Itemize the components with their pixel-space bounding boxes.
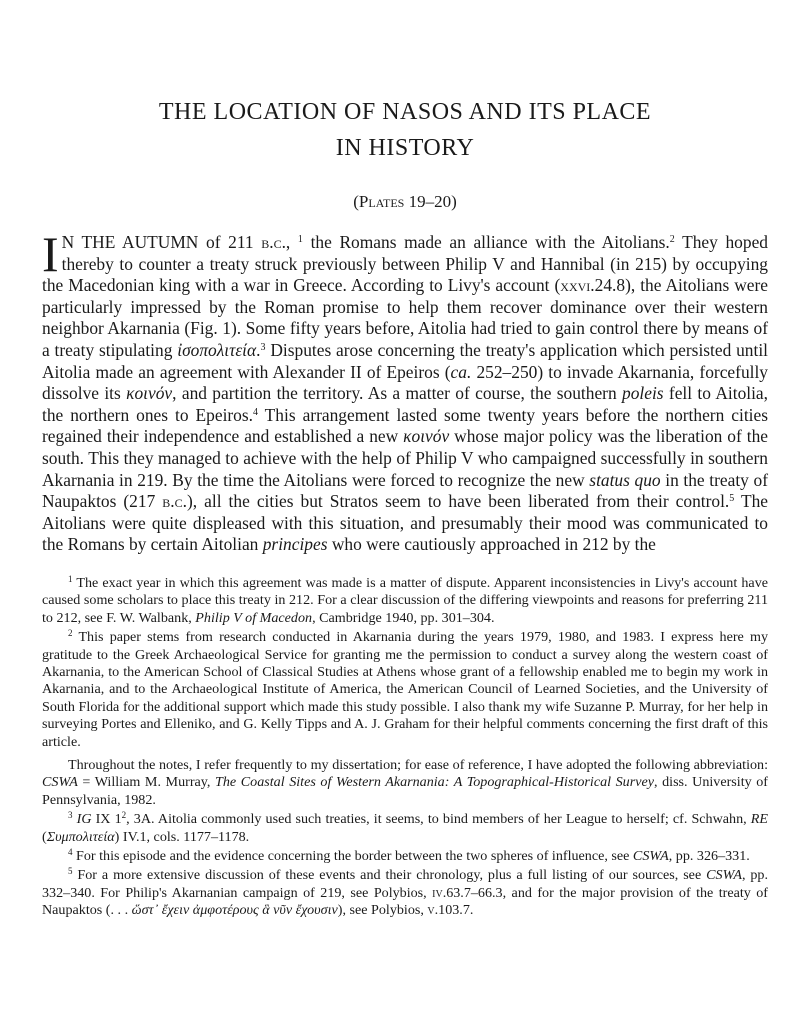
text-run: N THE AUTUMN of 211 <box>61 232 262 252</box>
text-run: 252–250) to invade Akarnania, forcefully dissolve its <box>42 361 768 404</box>
text-run: fell to Aitolia, the northern ones to Epeiros. <box>42 383 768 425</box>
footnote-4 <box>42 848 768 865</box>
text-run: , pp. 326–331. <box>668 848 750 864</box>
greek-term: ὥστ᾽ ἔχειν ἀμφοτέρους ἃ νῦν ἔχουσιν <box>131 902 338 919</box>
footnote-number: 2 <box>68 628 73 639</box>
text-run: Disputes arose concerning the treaty's application which persisted until Aitolia made an agreement with Alexander II of Epeiros ( <box>42 339 768 382</box>
text-run: ), see Polybios, <box>337 902 428 919</box>
text-run: who were cautiously approached in 212 by the <box>327 534 656 555</box>
italic-term: principes <box>262 534 328 555</box>
text-run: The Aitolians were quite displeased with this situation, and presumably their mood was communicated to the Romans by certain Aitolian <box>42 491 769 555</box>
circa-abbrev: ca. <box>450 361 472 382</box>
footnotes <box>42 575 768 920</box>
text-run: , diss. University of Pennsylvania, 1982. <box>42 774 768 808</box>
text-run: Throughout the notes, I refer frequently to my dissertation; for ease of reference, I have adopted the following abbreviation: <box>68 756 768 773</box>
main-paragraph <box>42 226 769 556</box>
text-run: . <box>469 902 474 919</box>
abbreviation: CSWA <box>706 867 742 884</box>
abbreviation: CSWA <box>42 774 78 791</box>
title-line-2: IN HISTORY <box>335 135 475 161</box>
text-run: the Romans made an alliance with the Aitolians. <box>302 232 670 252</box>
greek-term: κοινόν <box>126 383 173 404</box>
book-title: Philip V of Macedon <box>195 609 313 626</box>
abbreviation: IG <box>76 811 92 828</box>
era-abbrev: b.c. <box>261 232 286 252</box>
abbreviation: RE <box>750 811 768 828</box>
footnote-ref-1: 1 <box>297 234 303 245</box>
text-run: ), the Aitolians were particularly impressed by the Roman promise to help them recover dominance over their western neighbor Akarnania (Fig. 1). Some fifty years before, Aitolia had tried to gain control there by means of a treaty stipulating <box>42 275 768 360</box>
footnote-ref-5: 5 <box>729 493 735 505</box>
text-run: ), all the cities but Stratos seem to have been liberated from their control. <box>187 491 730 512</box>
italic-term: poleis <box>622 383 664 404</box>
polybios-reference: v.103.7 <box>427 902 470 919</box>
footnote-number: 4 <box>68 847 73 857</box>
title-line-1: THE LOCATION OF NASOS AND ITS PLACE <box>158 99 652 125</box>
greek-term: Συμπολιτεία <box>46 828 115 845</box>
text-run: This arrangement lasted some twenty years before the northern cities regained their independence and established a new <box>42 404 768 447</box>
footnote-ref-3: 3 <box>260 341 266 353</box>
footnote-number: 3 <box>68 810 73 821</box>
text-run: , 3A. Aitolia commonly used such treaties, it seems, to bind members of her League to herself; cf. Schwahn, <box>126 811 751 828</box>
footnote-number: 5 <box>68 866 73 877</box>
text-run: , and for the major provision of the treaty of Naupaktos (. . . <box>42 884 769 919</box>
superscript: 2 <box>121 810 127 821</box>
text-run: = William M. Murray, <box>77 774 216 791</box>
footnote-2 <box>42 629 768 751</box>
abbreviation: CSWA <box>632 848 669 864</box>
footnote-ref-2: 2 <box>669 234 675 245</box>
italic-term: status quo <box>589 469 661 490</box>
text-run: The exact year in which this agreement was made is a matter of dispute. Apparent inconsistencies in Livy's account have caused some scholars to place this treaty in 212. For a clear discussion of the differing viewpoints and reasons for preferring 211 to 212, see F. W. Walbank, <box>42 574 768 626</box>
article-title <box>42 94 768 166</box>
text-run: , and partition the territory. As a matter of course, the southern <box>172 383 623 404</box>
footnote-5 <box>42 867 768 919</box>
era-abbrev: b.c. <box>162 491 187 512</box>
text-run: whose major policy was the liberation of the south. This they managed to achieve with the help of Philip V who campaigned successfully in southern Akarnania in 219. By the time the Aitolians were forced to recognize the new <box>42 426 769 490</box>
text-run: They hoped thereby to counter a treaty struck previously between Philip V and Hannibal (in 215) by occupying the Macedonian king with a war in Greece. According to Livy's account ( <box>42 232 768 296</box>
text-run: . <box>256 339 261 360</box>
footnote-1 <box>42 575 768 627</box>
polybios-reference: iv.63.7–66.3 <box>432 884 503 901</box>
dissertation-title: The Coastal Sites of Western Akarnania: A Topographical-Historical Survey <box>215 774 654 791</box>
footnote-3 <box>42 811 768 846</box>
text-run: ( <box>42 828 47 845</box>
footnote-ref-4: 4 <box>253 406 258 418</box>
page <box>42 0 768 922</box>
livy-reference: xxvi.24.8 <box>560 275 626 296</box>
text-run: This paper stems from research conducted in Akarnania during the years 1979, 1980, and 1983. I express here my gratitude to the Greek Archaeological Service for granting me the permission to conduct a survey along the western coast of Akarnania, to the American School of Classical Studies at Athens whose grant of a fellowship enabled me to begin my work in Akarnania, and to the Archaeological Institute of America, the American Council of Learned Societies, and the University of South Florida for the additional support which made this study possible. I also thank my wife Suzanne P. Murray, for her help in surveying Portes and Elleniko, and G. Kelly Tipps and A. J. Graham for their helpful comments concerning the first draft of this article. <box>42 629 768 750</box>
plates-reference: (Plates 19–20) <box>353 192 457 211</box>
text-run: For this episode and the evidence concerning the border between the two spheres of influence, see <box>72 848 633 864</box>
drop-cap: I <box>42 226 59 282</box>
text-run: , pp. 332–340. For Philip's Akarnanian campaign of 219, see Polybios, <box>42 867 768 901</box>
footnote-number: 1 <box>68 573 73 584</box>
text-run: ) IV.1, cols. 1177–1178. <box>114 828 250 845</box>
greek-term: ἰσοπολιτεία <box>177 339 257 360</box>
text-run: For a more extensive discussion of these events and their chronology, plus a full listing of our sources, see <box>72 867 707 884</box>
text-run: in the treaty of Naupaktos (217 <box>42 469 768 512</box>
text-run: IX 1 <box>91 811 122 828</box>
greek-term: κοινόν <box>403 426 450 447</box>
footnote-2-continued <box>42 757 768 809</box>
text-run: , <box>285 232 298 252</box>
text-run: , Cambridge 1940, pp. 301–304. <box>312 609 495 626</box>
